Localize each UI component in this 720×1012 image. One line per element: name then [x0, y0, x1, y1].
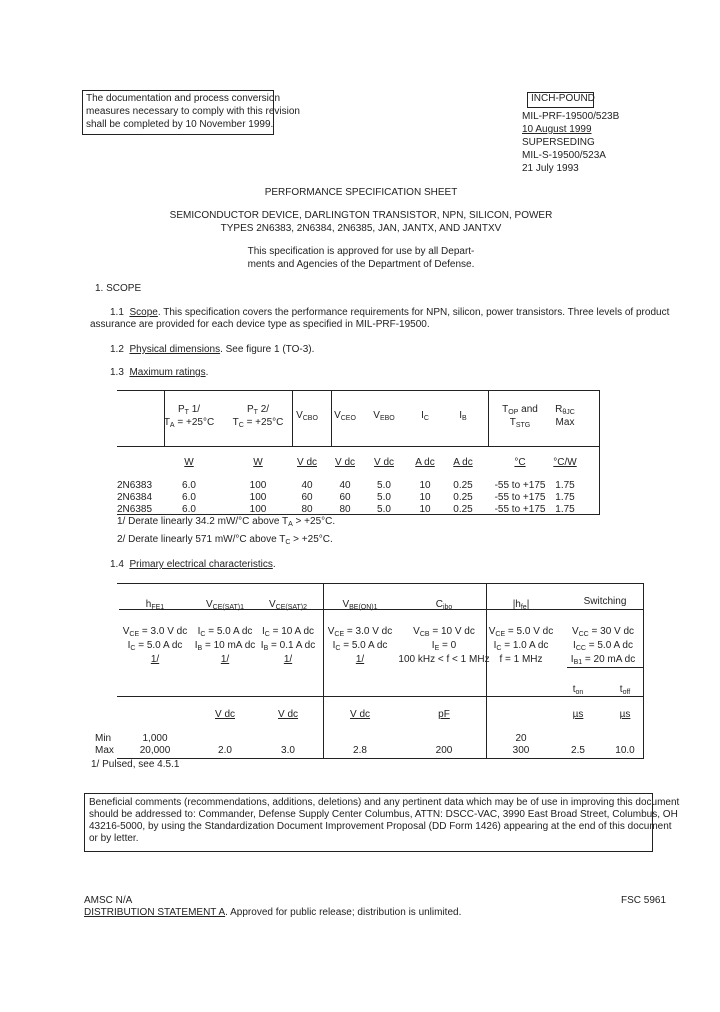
para-number: 1.3	[110, 367, 124, 378]
superseded-date: 21 July 1993	[522, 163, 579, 174]
symbol-rest: = 20 mA dc	[582, 654, 636, 665]
ratings-unit: V dc	[334, 457, 356, 468]
symbol-rest: = 5.0 A dc	[585, 640, 633, 651]
symbol-subscript: B	[197, 645, 203, 652]
electrical-max-cell: 20,000	[139, 745, 171, 756]
electrical-condition	[195, 640, 256, 652]
symbol-base: t	[619, 684, 623, 695]
symbol-base: 1/	[283, 654, 293, 665]
symbol-base: V	[413, 626, 420, 637]
symbol-base: I	[431, 640, 435, 651]
symbol-subscript: CB	[419, 631, 430, 638]
symbol-rest: and	[518, 404, 538, 415]
ratings-cell: -55 to +175	[494, 504, 546, 515]
ratings-cell: 80	[339, 504, 351, 515]
symbol-base: I	[421, 410, 424, 421]
symbol-base: 2/ Derate linearly 571 mW/°C above T	[117, 534, 286, 545]
symbol-base: 1/ Derate linearly 34.2 mW/°C above T	[117, 516, 289, 527]
electrical-condition	[398, 654, 489, 666]
symbol-subscript: B1	[573, 659, 583, 666]
ratings-header	[510, 417, 531, 429]
paragraph-1-4	[110, 559, 276, 571]
symbol-base: V	[296, 410, 303, 421]
symbol-subscript: CE(SAT)2	[275, 604, 308, 611]
electrical-condition	[333, 640, 388, 652]
symbol-subscript: on	[575, 689, 584, 696]
electrical-max-cell: 2.0	[218, 745, 232, 756]
symbol-rest: = 0	[439, 640, 457, 651]
ratings-cell: 5.0	[377, 480, 391, 491]
electrical-header	[436, 599, 453, 611]
symbol-rest: = 5.0 A dc	[135, 640, 183, 651]
symbol-subscript: CE	[334, 631, 345, 638]
electrical-header	[342, 599, 377, 611]
symbol-base: V	[571, 626, 579, 637]
notice-line: measures necessary to comply with this revision	[86, 106, 300, 117]
electrical-condition	[198, 626, 253, 638]
ratings-header	[296, 410, 318, 422]
para-number: 1.2	[110, 344, 124, 355]
ratings-cell: 0.25	[453, 492, 473, 503]
notice-line: shall be completed by 10 November 1999.	[86, 119, 274, 130]
ratings-header	[178, 404, 200, 416]
symbol-subscript: off	[622, 689, 631, 696]
ratings-cell: 5.0	[377, 504, 391, 515]
max-label: Max	[95, 745, 114, 756]
section-heading-scope: 1. SCOPE	[95, 283, 142, 294]
para-text: .	[272, 559, 276, 570]
electrical-max-cell: 10.0	[615, 745, 635, 756]
electrical-condition	[284, 654, 292, 666]
ratings-cell: -55 to +175	[494, 480, 546, 491]
notice-line: The documentation and process conversion	[86, 93, 281, 104]
electrical-condition	[261, 640, 315, 652]
electrical-max-cell: 2.5	[571, 745, 585, 756]
symbol-base: V	[268, 599, 276, 610]
ratings-header	[247, 404, 269, 416]
electrical-condition	[262, 626, 314, 638]
ratings-header	[502, 404, 538, 416]
symbol-rest: = 0.1 A dc	[268, 640, 316, 651]
distribution-text: . Approved for public release; distribution is unlimited.	[225, 907, 462, 918]
approval-line: This specification is approved for use by all Depart-	[247, 246, 475, 257]
paragraph-1-2	[110, 344, 314, 356]
symbol-subscript: fe	[520, 604, 527, 611]
ratings-cell: 100	[249, 492, 267, 503]
ratings-cell: 100	[249, 504, 267, 515]
symbol-base: P	[177, 404, 185, 415]
comments-line: or by letter.	[89, 833, 139, 844]
doc-number: MIL-PRF-19500/523B	[522, 111, 620, 122]
symbol-rest: = 5.0 A dc	[340, 640, 388, 651]
symbol-base: T	[232, 417, 239, 428]
distribution-statement	[84, 907, 461, 919]
symbol-subscript: C	[423, 415, 429, 422]
distribution-label: DISTRIBUTION STATEMENT A	[84, 907, 226, 918]
symbol-subscript: θJC	[562, 409, 575, 416]
electrical-condition	[221, 654, 229, 666]
symbol-rest: = 3.0 V dc	[344, 626, 393, 637]
ratings-cell: 40	[301, 480, 313, 491]
ratings-row-label: 2N6383	[117, 480, 153, 491]
symbol-subscript: B	[263, 645, 269, 652]
symbol-rest: |	[526, 599, 530, 610]
superseded-doc: MIL-S-19500/523A	[522, 150, 606, 161]
para-number: 1.1	[110, 307, 124, 318]
ratings-cell: 10	[419, 480, 431, 491]
inch-pound-label: INCH-POUND	[531, 93, 595, 104]
approval-line: ments and Agencies of the Department of Defense.	[247, 259, 475, 270]
electrical-unit: µs	[572, 709, 584, 720]
electrical-condition	[572, 626, 634, 638]
symbol-subscript: E	[434, 645, 440, 652]
document-title: PERFORMANCE SPECIFICATION SHEET	[264, 187, 458, 198]
symbol-subscript: ibo	[442, 604, 453, 611]
symbol-rest: 2/	[257, 404, 270, 415]
electrical-max-cell: 3.0	[281, 745, 295, 756]
symbol-base: f = 1 MHz	[499, 654, 543, 665]
symbol-base: V	[334, 410, 341, 421]
symbol-subscript: C	[264, 631, 270, 638]
electrical-condition	[328, 626, 393, 638]
electrical-unit: pF	[438, 709, 450, 720]
para-number: 1.4	[110, 559, 124, 570]
electrical-header	[146, 599, 164, 611]
subject-line: TYPES 2N6383, 2N6384, 2N6385, JAN, JANTX, AND JANTXV	[220, 223, 502, 234]
ratings-unit: V dc	[296, 457, 318, 468]
symbol-base: V	[342, 599, 350, 610]
fsc-label: FSC 5961	[621, 895, 667, 906]
electrical-unit: V dc	[214, 709, 236, 720]
symbol-base: T	[509, 417, 516, 428]
ratings-unit: A dc	[453, 457, 473, 468]
symbol-subscript: A	[288, 521, 293, 528]
electrical-header	[513, 599, 530, 611]
para-heading: Scope	[129, 307, 158, 318]
electrical-condition	[123, 626, 188, 638]
symbol-subscript: C	[496, 645, 502, 652]
ratings-row-label: 2N6385	[117, 504, 153, 515]
ratings-header	[233, 417, 284, 429]
paragraph-1-1	[110, 307, 669, 319]
symbol-rest: > +25°C.	[292, 516, 336, 527]
ratings-row-label: 2N6384	[117, 492, 153, 503]
electrical-condition	[489, 626, 554, 638]
electrical-header	[206, 599, 244, 611]
symbol-subscript: CC	[575, 645, 586, 652]
symbol-base: 1/	[150, 654, 160, 665]
ratings-unit: °C/W	[553, 457, 577, 468]
ratings-unit: W	[184, 457, 194, 468]
para-text: . This specification covers the performance requirements for NPN, silicon, power transistors. Three levels of product	[157, 307, 670, 318]
ratings-cell: -55 to +175	[494, 492, 546, 503]
symbol-subscript: BE(ON)1	[349, 604, 378, 611]
superseding-label: SUPERSEDING	[522, 137, 595, 148]
ratings-cell: 1.75	[555, 492, 575, 503]
symbol-subscript: C	[285, 539, 291, 546]
symbol-base: I	[459, 410, 463, 421]
para-text: .	[205, 367, 209, 378]
symbol-subscript: CE	[495, 631, 506, 638]
ratings-header	[556, 417, 575, 429]
ratings-cell: 10	[419, 492, 431, 503]
symbol-subscript: C	[200, 631, 206, 638]
symbol-base: V	[488, 626, 496, 637]
symbol-base: t	[572, 684, 576, 695]
electrical-condition	[494, 640, 549, 652]
electrical-min-cell: 20	[515, 733, 527, 744]
symbol-base: I	[570, 654, 574, 665]
electrical-condition	[499, 654, 542, 666]
symbol-rest: = 5.0 A dc	[205, 626, 253, 637]
symbol-base: I	[260, 640, 264, 651]
ratings-header	[459, 410, 466, 422]
symbol-rest: = 5.0 V dc	[505, 626, 554, 637]
ratings-cell: 10	[419, 504, 431, 515]
symbol-subscript: C	[335, 645, 341, 652]
electrical-condition	[573, 640, 633, 652]
symbol-rest: = 3.0 V dc	[139, 626, 188, 637]
electrical-condition	[151, 654, 159, 666]
electrical-condition	[571, 654, 635, 666]
symbol-rest: = 10 mA dc	[202, 640, 256, 651]
symbol-base: Switching	[583, 596, 627, 607]
symbol-base: I	[197, 626, 201, 637]
electrical-condition	[413, 626, 475, 638]
symbol-base: 1/	[220, 654, 230, 665]
symbol-base: V	[205, 599, 213, 610]
para-heading: Primary electrical characteristics	[129, 559, 273, 570]
symbol-rest: = 30 V dc	[588, 626, 635, 637]
symbol-subscript: C	[130, 645, 136, 652]
ratings-cell: 40	[339, 480, 351, 491]
symbol-subscript: B	[462, 415, 467, 422]
min-label: Min	[95, 733, 112, 744]
symbol-subscript: OP	[508, 409, 519, 416]
paragraph-1-3	[110, 367, 208, 379]
ratings-cell: 1.75	[555, 480, 575, 491]
ratings-cell: 0.25	[453, 504, 473, 515]
symbol-base: I	[194, 640, 198, 651]
ratings-footnote	[117, 516, 335, 528]
symbol-base: R	[555, 404, 563, 415]
electrical-unit: V dc	[277, 709, 299, 720]
symbol-subscript: CEO	[340, 415, 356, 422]
symbol-subscript: CC	[578, 631, 589, 638]
subject-line: SEMICONDUCTOR DEVICE, DARLINGTON TRANSISTOR, NPN, SILICON, POWER	[169, 210, 553, 221]
ratings-cell: 6.0	[182, 480, 196, 491]
ratings-header	[555, 404, 575, 416]
electrical-header	[584, 596, 627, 608]
symbol-rest: > +25°C.	[290, 534, 333, 545]
symbol-base: V	[122, 626, 130, 637]
symbol-subscript: CE	[129, 631, 140, 638]
symbol-base: V	[373, 410, 380, 421]
comments-line: 43216-5000, by using the Standardization Document Improvement Proposal (DD Form 1426) appearing at the end of this document	[89, 821, 672, 832]
ratings-cell: 100	[249, 480, 267, 491]
comments-line: Beneficial comments (recommendations, additions, deletions) and any pertinent data which may be of use in improving this document	[89, 797, 680, 808]
electrical-max-cell: 2.8	[353, 745, 367, 756]
symbol-rest: = 1.0 A dc	[501, 640, 549, 651]
symbol-base: |h	[512, 599, 521, 610]
symbol-subscript: CBO	[302, 415, 318, 422]
symbol-subscript: FE1	[151, 604, 165, 611]
symbol-base: I	[573, 640, 576, 651]
symbol-subscript: STG	[515, 422, 531, 429]
ratings-header	[421, 410, 429, 422]
ratings-header	[334, 410, 356, 422]
symbol-rest: = +25°C	[243, 417, 284, 428]
electrical-footnote: 1/ Pulsed, see 4.5.1	[91, 759, 180, 770]
ratings-unit: °C	[514, 457, 526, 468]
symbol-subscript: T	[253, 409, 258, 416]
ratings-cell: 60	[301, 492, 313, 503]
symbol-rest: 1/	[188, 404, 201, 415]
electrical-condition	[128, 640, 183, 652]
symbol-rest: = 10 A dc	[269, 626, 315, 637]
symbol-subscript: C	[238, 422, 244, 429]
amsc-label: AMSC N/A	[84, 895, 133, 906]
electrical-header	[269, 599, 307, 611]
symbol-base: I	[127, 640, 131, 651]
symbol-base: Max	[555, 417, 575, 428]
symbol-base: h	[145, 599, 152, 610]
symbol-rest: = +25°C	[174, 417, 215, 428]
symbol-subscript: T	[184, 409, 189, 416]
paragraph-1-1-line2: assurance are provided for each device type as specified in MIL-PRF-19500.	[90, 319, 430, 330]
ratings-cell: 80	[301, 504, 313, 515]
symbol-base: T	[502, 404, 509, 415]
symbol-base: T	[163, 417, 170, 428]
symbol-subscript: EBO	[379, 415, 395, 422]
symbol-base: 100 kHz < f < 1 MHz	[398, 654, 490, 665]
symbol-rest: = 10 V dc	[429, 626, 475, 637]
para-text: . See figure 1 (TO-3).	[220, 344, 315, 355]
ratings-unit: V dc	[373, 457, 395, 468]
electrical-max-cell: 300	[512, 745, 530, 756]
symbol-base: P	[246, 404, 254, 415]
symbol-base: I	[261, 626, 265, 637]
ratings-cell: 0.25	[453, 480, 473, 491]
electrical-condition	[432, 640, 456, 652]
ratings-cell: 6.0	[182, 504, 196, 515]
symbol-subscript: A	[169, 422, 175, 429]
symbol-base: V	[327, 626, 335, 637]
electrical-unit: V dc	[349, 709, 371, 720]
doc-date: 10 August 1999	[522, 124, 592, 135]
ratings-cell: 6.0	[182, 492, 196, 503]
electrical-max-cell: 200	[435, 745, 453, 756]
electrical-condition	[356, 654, 364, 666]
para-heading: Maximum ratings	[129, 367, 206, 378]
ratings-unit: A dc	[415, 457, 435, 468]
symbol-base: I	[493, 640, 497, 651]
electrical-unit: µs	[619, 709, 631, 720]
ratings-header	[373, 410, 394, 422]
ratings-cell: 1.75	[555, 504, 575, 515]
switching-column-header	[620, 684, 630, 696]
symbol-subscript: CE(SAT)1	[212, 604, 245, 611]
para-heading: Physical dimensions	[129, 344, 221, 355]
switching-column-header	[573, 684, 584, 696]
ratings-footnote	[117, 534, 333, 546]
ratings-cell: 60	[339, 492, 351, 503]
comments-line: should be addressed to: Commander, Defense Supply Center Columbus, ATTN: DSCC-VAC, 3990 East Broad Street, Columbus, OH	[89, 809, 678, 820]
symbol-base: C	[435, 599, 443, 610]
electrical-min-cell: 1,000	[142, 733, 168, 744]
ratings-header	[164, 417, 214, 429]
symbol-base: I	[332, 640, 336, 651]
ratings-unit: W	[253, 457, 263, 468]
symbol-base: 1/	[355, 654, 365, 665]
ratings-cell: 5.0	[377, 492, 391, 503]
